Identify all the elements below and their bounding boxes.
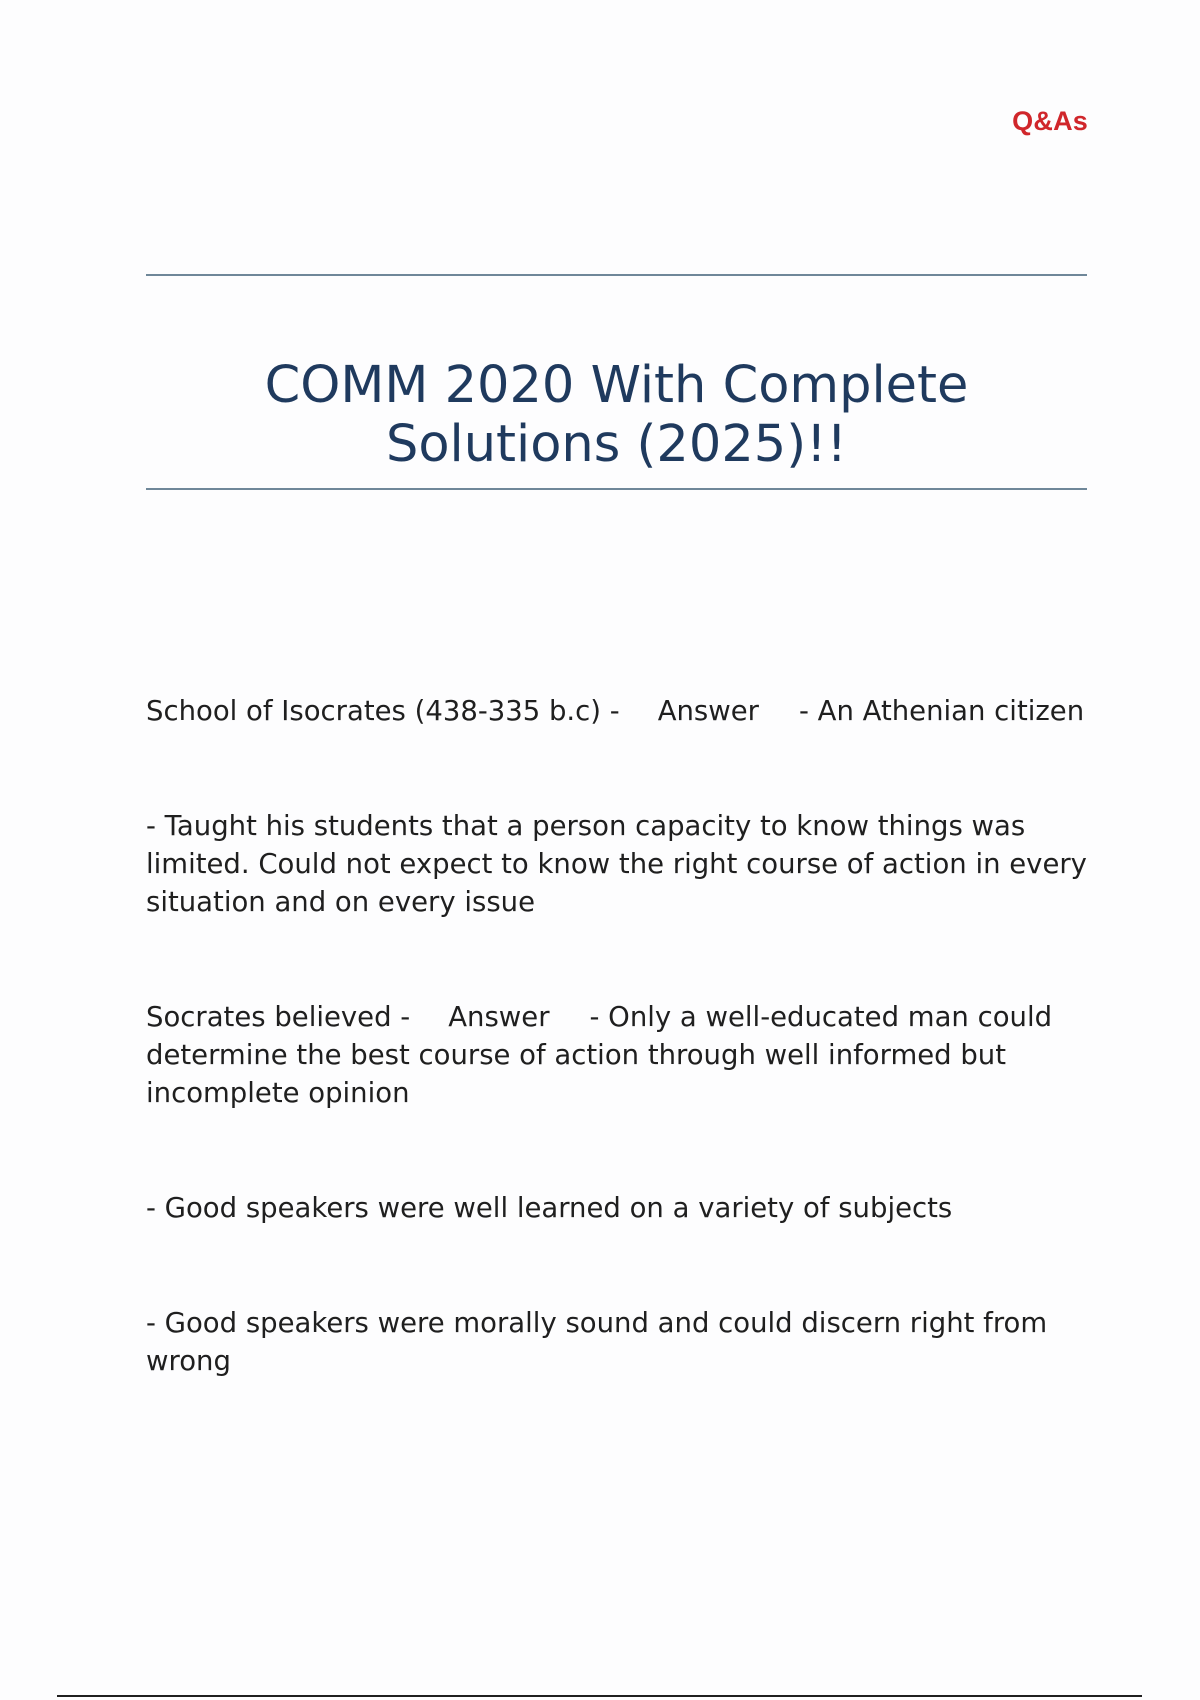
title-top-rule bbox=[146, 274, 1087, 276]
qa-item-socrates bbox=[146, 998, 1106, 1112]
answer-detail: - Taught his students that a person capacity to know things was limited. Could not expect to know the right course of action in every situation and on every issue bbox=[146, 810, 1087, 918]
footer-rule bbox=[57, 1695, 1142, 1697]
question-text: School of Isocrates (438-335 b.c) - bbox=[146, 695, 620, 727]
answer-text: - An Athenian citizen bbox=[798, 695, 1085, 727]
answer-detail: - Good speakers were morally sound and could discern right from wrong bbox=[146, 1307, 1048, 1377]
answer-label: Answer bbox=[657, 695, 759, 727]
header-label: Q&As bbox=[1012, 106, 1088, 136]
title-bottom-rule bbox=[146, 488, 1087, 490]
question-text: Socrates believed - bbox=[146, 1001, 411, 1033]
answer-detail: - Good speakers were well learned on a variety of subjects bbox=[146, 1192, 953, 1224]
qa-content bbox=[146, 692, 1106, 1457]
qa-item-isocrates bbox=[146, 692, 1106, 730]
answer-text: - Only a well-educated man could determine the best course of action through well informed but incomplete opinion bbox=[146, 1001, 1053, 1109]
document-title-line-2: Solutions (2025)!! bbox=[385, 415, 848, 474]
document-title-line-1: COMM 2020 With Complete bbox=[264, 356, 969, 415]
document-title bbox=[146, 356, 1087, 474]
answer-label: Answer bbox=[448, 1001, 550, 1033]
